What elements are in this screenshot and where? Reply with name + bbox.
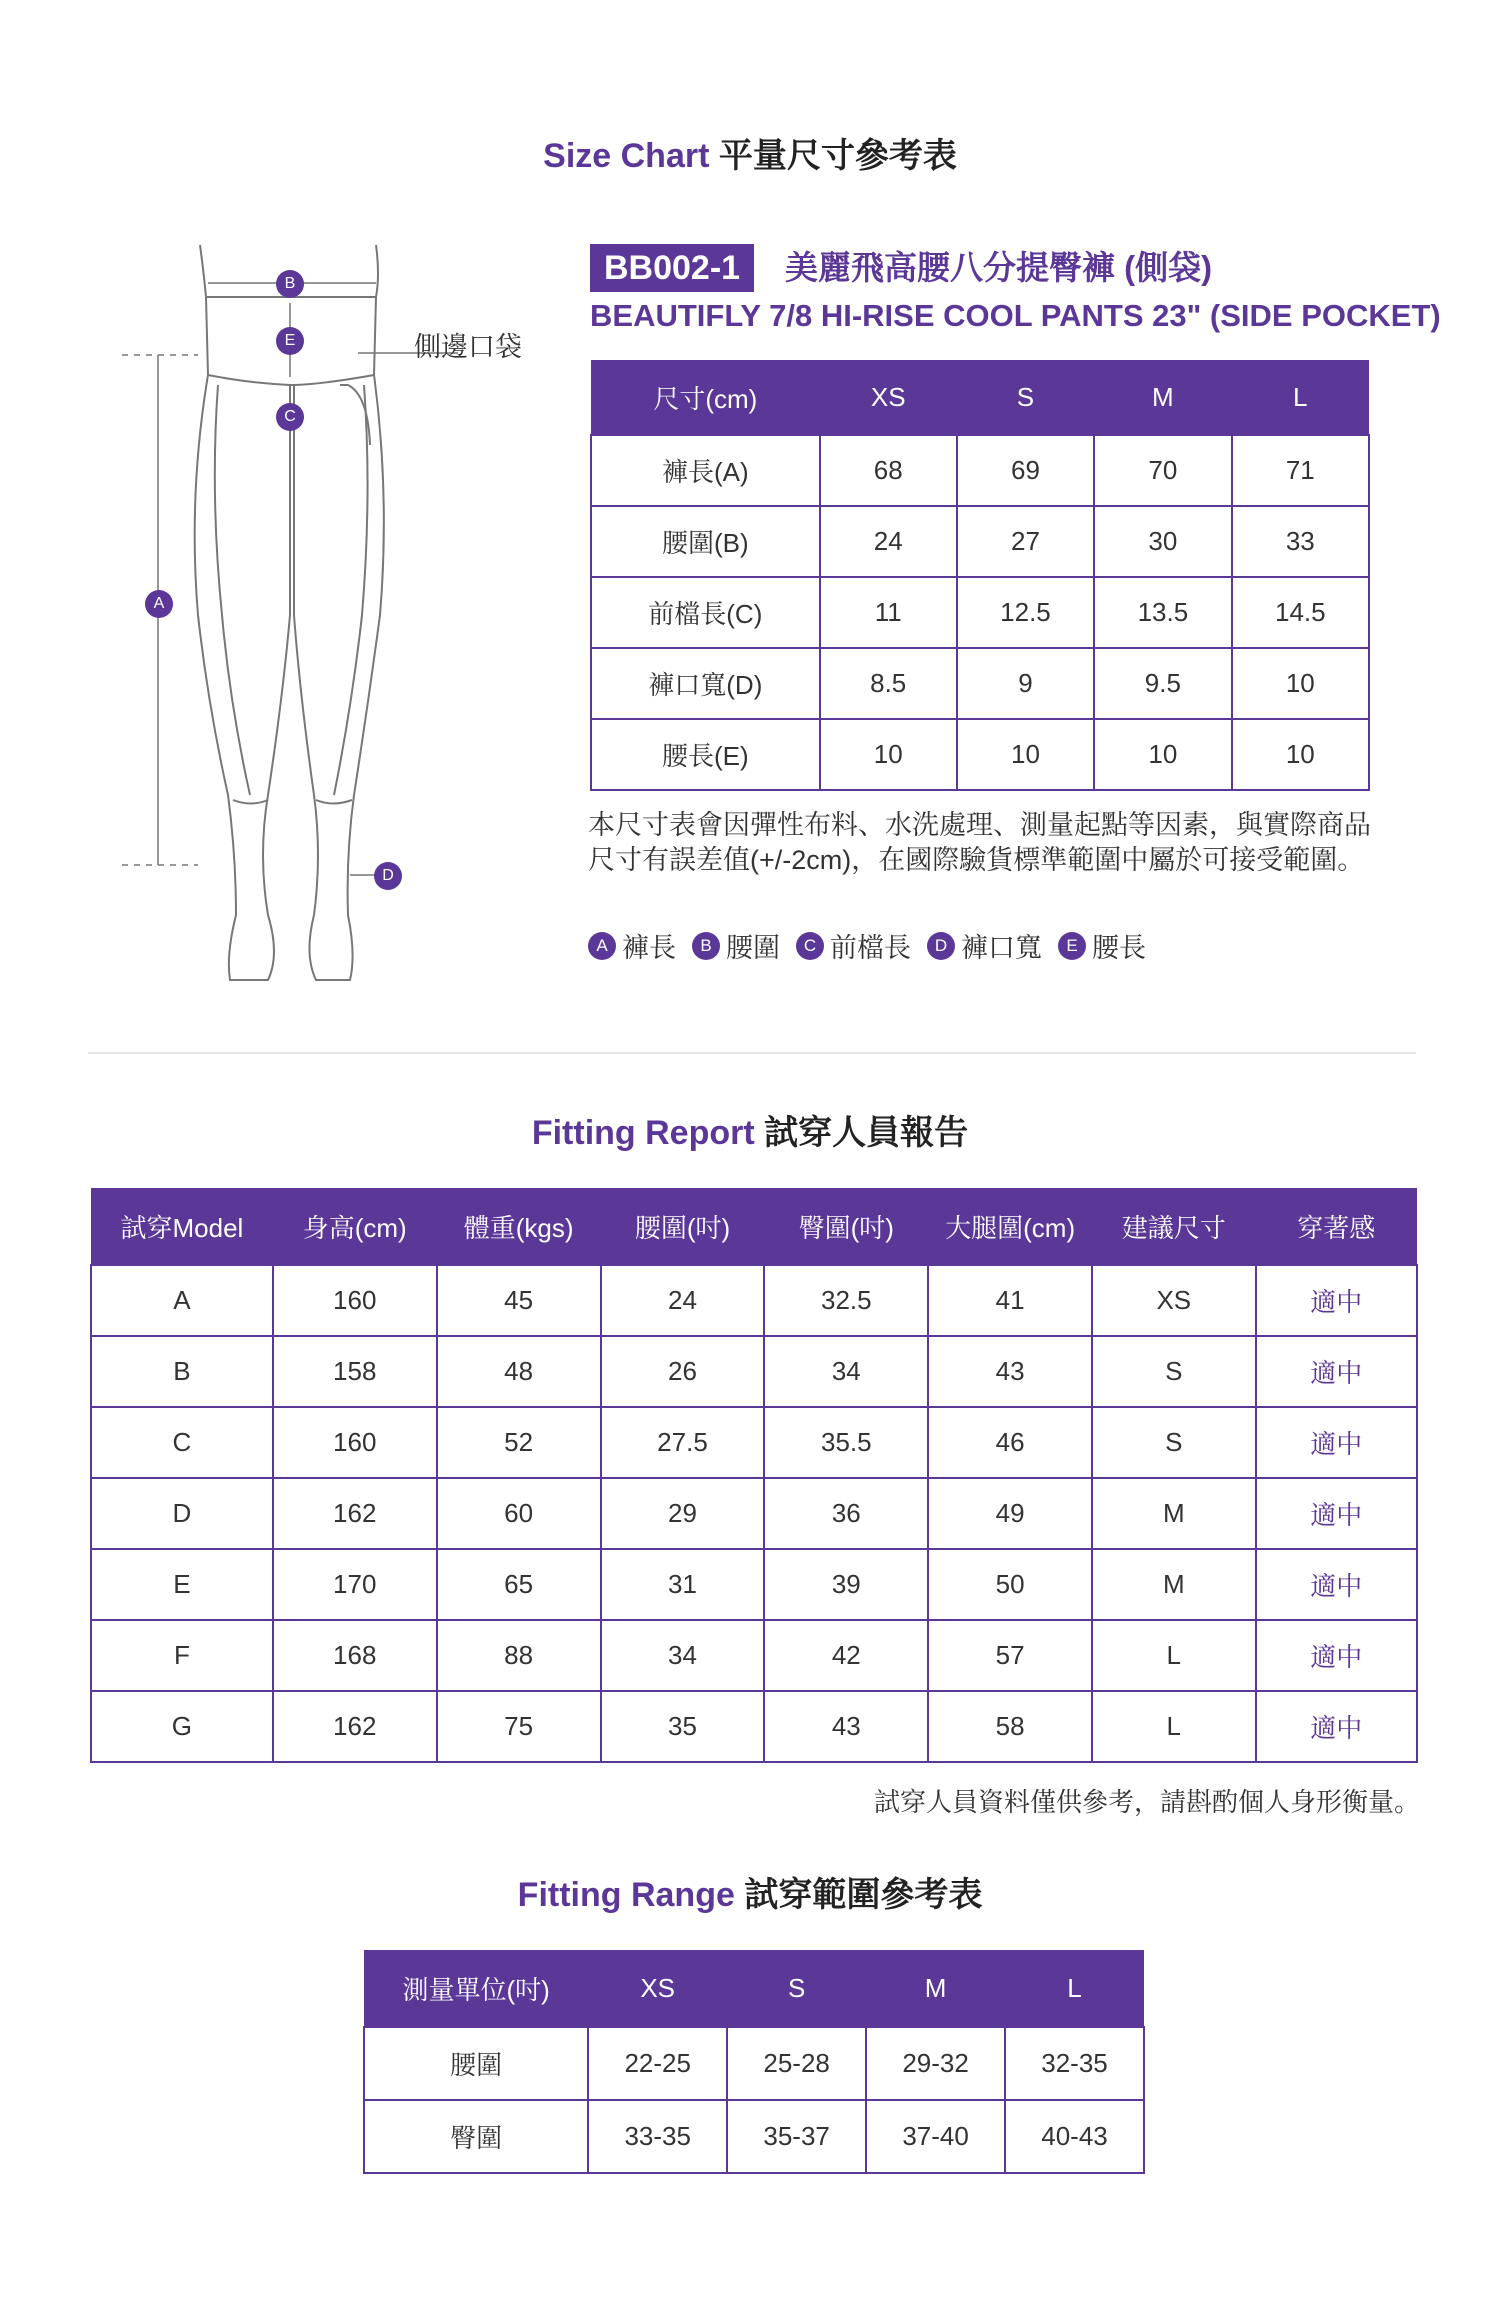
size-note-line1: 本尺寸表會因彈性布料、水洗處理、測量起點等因素，與實際商品 <box>588 810 1371 840</box>
legend-label: 腰長 <box>1092 933 1146 963</box>
label-b-marker: B <box>276 270 304 298</box>
range-table-header-cell: L <box>1005 1950 1144 2027</box>
table-row <box>591 577 1369 648</box>
report-table-header-cell: 體重(kgs) <box>437 1188 601 1265</box>
fitting-range-title-en: Fitting Range <box>517 1876 735 1914</box>
table-row <box>91 1620 1417 1691</box>
measurement-legend <box>588 926 1162 965</box>
table-cell: 57 <box>928 1620 1092 1691</box>
table-cell: 適中 <box>1256 1691 1417 1762</box>
table-cell: 46 <box>928 1407 1092 1478</box>
size-note-line2: 尺寸有誤差值(+/-2cm)，在國際驗貨標準範圍中屬於可接受範圍。 <box>588 845 1365 875</box>
table-cell: XS <box>1092 1265 1256 1336</box>
legend-item <box>588 926 676 965</box>
size-table <box>590 360 1370 791</box>
table-cell: 腰圍 <box>364 2027 588 2100</box>
size-chart-title-en: Size Chart <box>543 137 710 175</box>
table-row <box>591 506 1369 577</box>
product-name-zh: 美麗飛高腰八分提臀褲 (側袋) <box>785 249 1213 286</box>
table-cell: 24 <box>601 1265 765 1336</box>
legend-key-badge: C <box>796 932 824 960</box>
table-cell: L <box>1092 1620 1256 1691</box>
table-cell: E <box>91 1549 273 1620</box>
size-table-header-cell: L <box>1232 360 1369 435</box>
table-cell: S <box>1092 1407 1256 1478</box>
table-cell: F <box>91 1620 273 1691</box>
table-cell: 9.5 <box>1094 648 1231 719</box>
table-cell: 24 <box>820 506 957 577</box>
range-table-header-cell: 測量單位(吋) <box>364 1950 588 2027</box>
table-cell: 10 <box>957 719 1094 790</box>
table-cell: 34 <box>601 1620 765 1691</box>
fitting-range-title <box>0 1867 1500 1916</box>
table-cell: G <box>91 1691 273 1762</box>
table-cell: 168 <box>273 1620 437 1691</box>
table-row <box>91 1336 1417 1407</box>
table-cell: 10 <box>1094 719 1231 790</box>
table-cell: 43 <box>928 1336 1092 1407</box>
table-cell: 37-40 <box>866 2100 1005 2173</box>
legend-label: 腰圍 <box>726 933 780 963</box>
table-cell: 35 <box>601 1691 765 1762</box>
table-cell: 70 <box>1094 435 1231 506</box>
table-cell: 13.5 <box>1094 577 1231 648</box>
table-cell: 40-43 <box>1005 2100 1144 2173</box>
report-table-header-cell: 建議尺寸 <box>1092 1188 1256 1265</box>
table-cell: 50 <box>928 1549 1092 1620</box>
table-cell: 褲口寬(D) <box>591 648 820 719</box>
side-pocket-label: 側邊口袋 <box>414 332 522 362</box>
table-cell: L <box>1092 1691 1256 1762</box>
table-cell: 腰圍(B) <box>591 506 820 577</box>
legend-item <box>796 926 911 965</box>
table-row <box>591 648 1369 719</box>
table-cell: 適中 <box>1256 1620 1417 1691</box>
table-cell: 14.5 <box>1232 577 1369 648</box>
table-cell: 適中 <box>1256 1549 1417 1620</box>
range-table-header-cell: M <box>866 1950 1005 2027</box>
table-cell: 25-28 <box>727 2027 866 2100</box>
size-table-header <box>591 360 1369 435</box>
report-table-header-cell: 穿著感 <box>1256 1188 1417 1265</box>
legend-label: 褲長 <box>622 933 676 963</box>
table-cell: 9 <box>957 648 1094 719</box>
table-cell: 45 <box>437 1265 601 1336</box>
table-cell: 60 <box>437 1478 601 1549</box>
table-cell: 腰長(E) <box>591 719 820 790</box>
table-cell: 34 <box>764 1336 928 1407</box>
table-row <box>91 1407 1417 1478</box>
table-cell: 52 <box>437 1407 601 1478</box>
fitting-range-table <box>363 1950 1145 2174</box>
table-cell: 33 <box>1232 506 1369 577</box>
fitting-report-title-en: Fitting Report <box>531 1114 755 1152</box>
table-cell: 35.5 <box>764 1407 928 1478</box>
pants-figure <box>118 235 558 995</box>
size-table-header-cell: XS <box>820 360 957 435</box>
product-code: BB002-1 <box>590 244 754 292</box>
table-row <box>364 2027 1144 2100</box>
table-cell: 29-32 <box>866 2027 1005 2100</box>
table-cell: 適中 <box>1256 1478 1417 1549</box>
table-row <box>91 1549 1417 1620</box>
legend-key-badge: E <box>1058 932 1086 960</box>
table-cell: S <box>1092 1336 1256 1407</box>
table-cell: 12.5 <box>957 577 1094 648</box>
table-cell: 適中 <box>1256 1407 1417 1478</box>
table-cell: 適中 <box>1256 1265 1417 1336</box>
table-row <box>91 1265 1417 1336</box>
table-cell: 10 <box>820 719 957 790</box>
table-cell: 10 <box>1232 648 1369 719</box>
table-cell: 160 <box>273 1265 437 1336</box>
table-cell: 10 <box>1232 719 1369 790</box>
table-cell: 49 <box>928 1478 1092 1549</box>
report-disclaimer: 試穿人員資料僅供參考，請斟酌個人身形衡量。 <box>873 1787 1420 1817</box>
table-cell: 69 <box>957 435 1094 506</box>
table-cell: B <box>91 1336 273 1407</box>
table-cell: 8.5 <box>820 648 957 719</box>
table-cell: 33-35 <box>588 2100 727 2173</box>
report-table-header-cell: 臀圍(吋) <box>764 1188 928 1265</box>
table-cell: 42 <box>764 1620 928 1691</box>
label-d-marker: D <box>374 862 402 890</box>
table-cell: 41 <box>928 1265 1092 1336</box>
table-cell: 68 <box>820 435 957 506</box>
legend-key-badge: A <box>588 932 616 960</box>
table-cell: 30 <box>1094 506 1231 577</box>
range-table-header-cell: XS <box>588 1950 727 2027</box>
table-cell: 39 <box>764 1549 928 1620</box>
table-cell: 32.5 <box>764 1265 928 1336</box>
fitting-report-title-zh: 試穿人員報告 <box>764 1114 969 1152</box>
label-e-marker: E <box>276 327 304 355</box>
table-cell: 88 <box>437 1620 601 1691</box>
range-table-header <box>364 1950 1144 2027</box>
report-table-header-cell: 試穿Model <box>91 1188 273 1265</box>
label-c-marker: C <box>276 403 304 431</box>
size-table-header-cell: S <box>957 360 1094 435</box>
size-table-header-cell: M <box>1094 360 1231 435</box>
table-cell: 褲長(A) <box>591 435 820 506</box>
legend-key-badge: D <box>927 932 955 960</box>
report-table-header-cell: 身高(cm) <box>273 1188 437 1265</box>
table-cell: M <box>1092 1478 1256 1549</box>
table-cell: 32-35 <box>1005 2027 1144 2100</box>
table-cell: 29 <box>601 1478 765 1549</box>
table-cell: A <box>91 1265 273 1336</box>
table-cell: 臀圍 <box>364 2100 588 2173</box>
table-cell: 31 <box>601 1549 765 1620</box>
table-row <box>91 1691 1417 1762</box>
size-table-header-cell: 尺寸(cm) <box>591 360 820 435</box>
table-cell: 58 <box>928 1691 1092 1762</box>
report-table-header-cell: 大腿圍(cm) <box>928 1188 1092 1265</box>
table-cell: 26 <box>601 1336 765 1407</box>
table-cell: D <box>91 1478 273 1549</box>
table-cell: 162 <box>273 1691 437 1762</box>
range-table-header-cell: S <box>727 1950 866 2027</box>
table-cell: 27 <box>957 506 1094 577</box>
table-cell: C <box>91 1407 273 1478</box>
fitting-report-title <box>0 1105 1500 1154</box>
size-chart-title <box>0 128 1500 177</box>
table-row <box>591 719 1369 790</box>
table-cell: 適中 <box>1256 1336 1417 1407</box>
label-a-marker: A <box>145 590 173 618</box>
table-cell: 27.5 <box>601 1407 765 1478</box>
legend-item <box>1058 926 1146 965</box>
table-cell: 158 <box>273 1336 437 1407</box>
table-cell: 170 <box>273 1549 437 1620</box>
product-name-en: BEAUTIFLY 7/8 HI-RISE COOL PANTS 23" (SIDE POCKET) <box>590 298 1441 333</box>
table-cell: 35-37 <box>727 2100 866 2173</box>
section-divider <box>88 1052 1416 1054</box>
size-chart-title-zh: 平量尺寸參考表 <box>718 137 957 175</box>
fitting-range-title-zh: 試穿範圍參考表 <box>744 1876 983 1914</box>
table-cell: 43 <box>764 1691 928 1762</box>
size-note <box>588 808 1371 878</box>
table-cell: M <box>1092 1549 1256 1620</box>
table-cell: 160 <box>273 1407 437 1478</box>
table-row <box>364 2100 1144 2173</box>
table-row <box>91 1478 1417 1549</box>
table-row <box>591 435 1369 506</box>
table-cell: 162 <box>273 1478 437 1549</box>
fitting-report-table <box>90 1188 1418 1763</box>
report-table-header <box>91 1188 1417 1265</box>
table-cell: 75 <box>437 1691 601 1762</box>
table-cell: 前檔長(C) <box>591 577 820 648</box>
table-cell: 11 <box>820 577 957 648</box>
table-cell: 22-25 <box>588 2027 727 2100</box>
legend-item <box>927 926 1042 965</box>
legend-label: 前檔長 <box>830 933 911 963</box>
legend-label: 褲口寬 <box>961 933 1042 963</box>
report-table-header-cell: 腰圍(吋) <box>601 1188 765 1265</box>
table-cell: 65 <box>437 1549 601 1620</box>
legend-key-badge: B <box>692 932 720 960</box>
table-cell: 48 <box>437 1336 601 1407</box>
table-cell: 71 <box>1232 435 1369 506</box>
legend-item <box>692 926 780 965</box>
table-cell: 36 <box>764 1478 928 1549</box>
